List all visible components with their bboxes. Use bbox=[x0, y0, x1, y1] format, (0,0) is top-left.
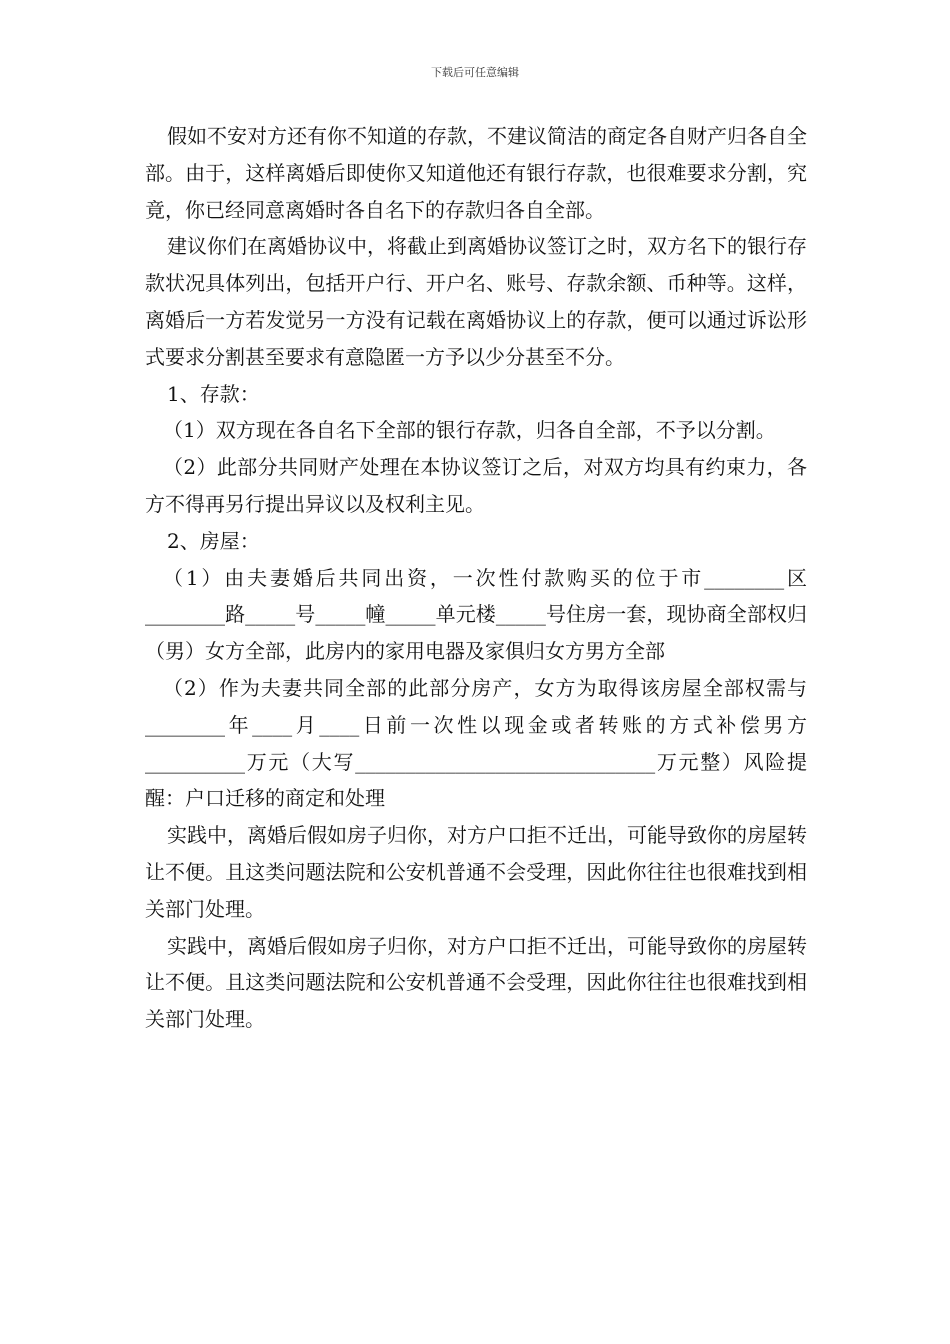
clause-savings-2: （2）此部分共同财产处理在本协议签订之后，对双方均具有约束力，各方不得再另行提出异议以及权利主见。 bbox=[145, 455, 807, 516]
clause-house-1: （1）由夫妻婚后共同出资，一次性付款购买的位于市________区________路_____号_____幢_____单元楼_____号住房一套，现协商全部权归（男）女方全部，此房内的家用电器及家俱归女方男方全部 bbox=[145, 565, 807, 664]
paragraph-hukou-practice: 实践中，离婚后假如房子归你，对方户口拒不迁出，可能导致你的房屋转让不便。且这类问题法院和公安机普通不会受理，因此你往往也很难找到相关部门处理。 bbox=[145, 823, 807, 921]
section-heading-house: 2、房屋： bbox=[167, 528, 260, 553]
page-header: 下载后可任意编辑 bbox=[431, 66, 519, 79]
document-body bbox=[145, 118, 807, 1038]
clause-house-2: （2）作为夫妻共同全部的此部分房产，女方为取得该房屋全部权需与________年____月____日前一次性以现金或者转账的方式补偿男方__________万元（大写______________________________万元整）风险提醒：户口迁移的商定和处理 bbox=[145, 675, 807, 811]
section-heading-savings: 1、存款： bbox=[167, 381, 260, 406]
paragraph-savings-advice: 假如不安对方还有你不知道的存款，不建议简洁的商定各自财产归各自全部。由于，这样离婚后即使你又知道他还有银行存款，也很难要求分割，究竟，你已经同意离婚时各自名下的存款归各自全部。 bbox=[145, 124, 807, 222]
clause-savings-1: （1）双方现在各自名下全部的银行存款，归各自全部，不予以分割。 bbox=[163, 418, 776, 443]
paragraph-agreement-suggestion: 建议你们在离婚协议中，将截止到离婚协议签订之时，双方名下的银行存款状况具体列出，包括开户行、开户名、账号、存款余额、币种等。这样，离婚后一方若发觉另一方没有记载在离婚协议上的存款，便可以通过诉讼形式要求分割甚至要求有意隐匿一方予以少分甚至不分。 bbox=[145, 234, 807, 369]
paragraph-hukou-practice-repeat: 实践中，离婚后假如房子归你，对方户口拒不迁出，可能导致你的房屋转让不便。且这类问题法院和公安机普通不会受理，因此你往往也很难找到相关部门处理。 bbox=[145, 933, 807, 1032]
